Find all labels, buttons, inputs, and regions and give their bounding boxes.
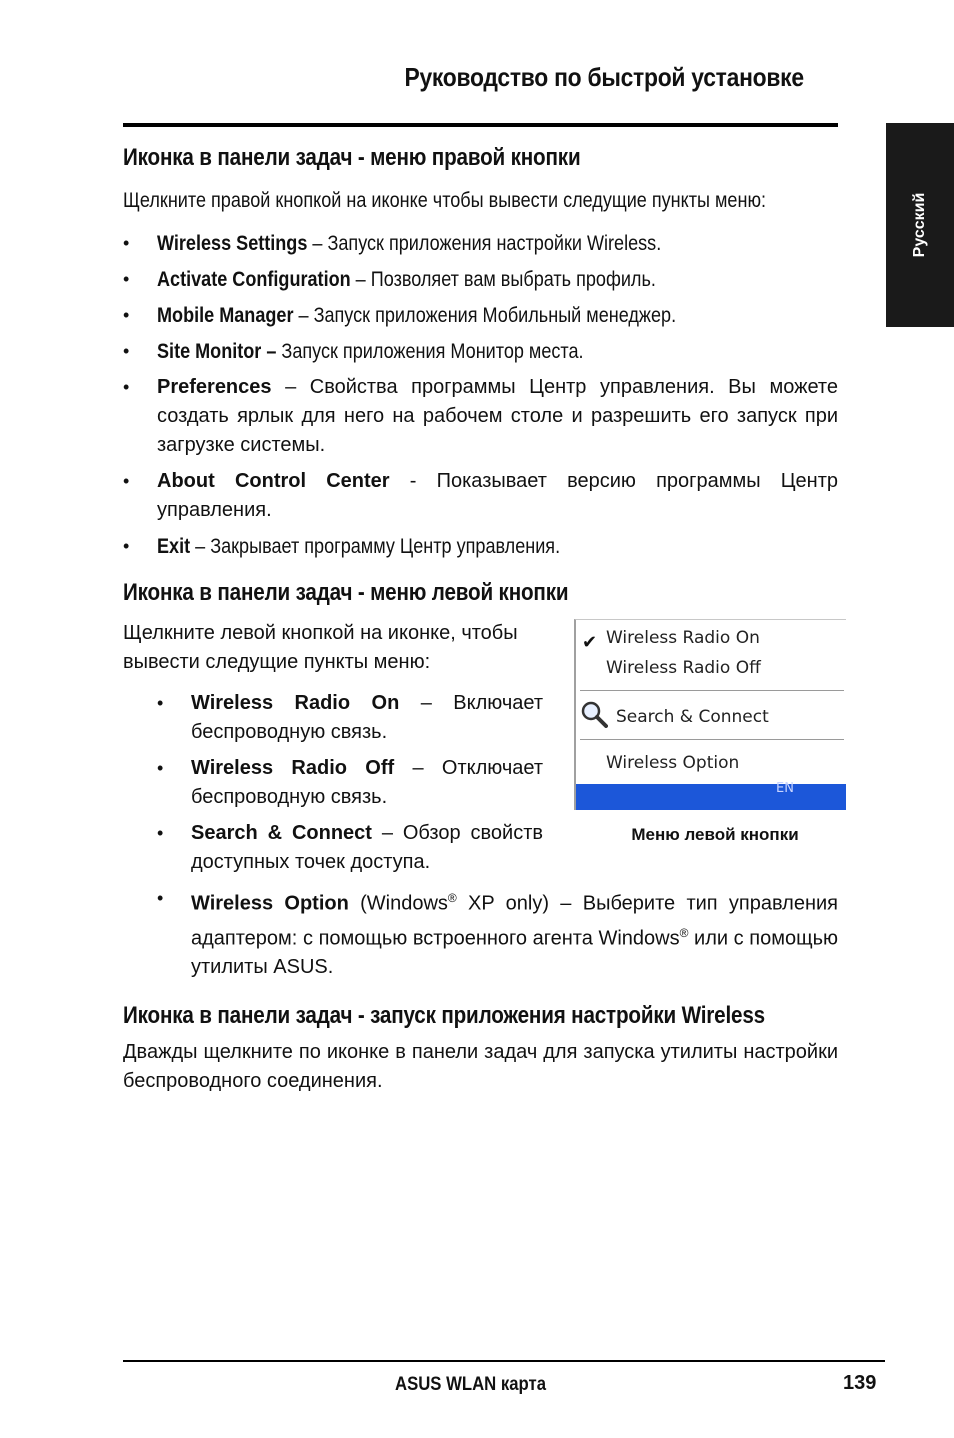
item-term: Wireless Radio Off [191,757,395,779]
item-desc: – Включает беспроводную связь. [191,692,543,743]
item-term: Preferences [157,376,272,398]
item-desc: - Показывает версию программы Центр управления. [157,470,838,521]
section3-text: Дважды щелкните по иконке в панели задач для запуска утилиты настройки беспроводного соединения. [123,1041,838,1093]
item-desc-part3: или с помощью утилиты ASUS. [191,927,838,979]
item-term: Wireless Settings [157,232,308,255]
menu-item-radio-off[interactable]: Wireless Radio Off [606,658,761,678]
item-desc-part1: (Windows [348,892,448,915]
section2-block [123,619,838,877]
item-desc: – Закрывает программу Центр управления. [190,535,561,558]
list-item: • Wireless Option (Windows® XP only) – Выберите тип управления адаптером: с помощью встроенного агента Windows® или с помощью утилиты ASUS. [157,888,838,979]
section2-intro: Щелкните левой кнопкой на иконке, чтобы вывести следущие пункты меню: [123,622,518,673]
language-label: Русский [911,192,928,258]
item-term: Site Monitor – [157,340,277,363]
item-desc: – Запуск приложения Мобильный менеджер. [293,304,677,327]
language-side-tab [886,123,954,327]
menu-item-search-connect[interactable]: Search & Connect [616,707,769,727]
checkmark-icon: ✔ [582,632,598,653]
header-rule [123,123,838,127]
list-item: • Wireless Radio Off – Отключает беспроводную связь. [157,757,543,808]
item-desc: – Запуск приложения настройки Wireless. [307,232,662,255]
left-click-menu-list [123,689,543,877]
item-desc: – Свойства программы Центр управления. Вы можете создать ярлык для него на рабочем столе и разрешить его запуск при загрузке системы. [157,376,838,456]
list-item: • Preferences – Свойства программы Центр управления. Вы можете создать ярлык для него на рабочем столе и разрешить его запуск при загрузке системы. [123,376,838,456]
taskbar-strip [576,781,846,810]
item-desc: – Обзор свойств доступных точек доступа. [191,822,544,873]
item-desc: Запуск приложения Монитор места. [276,340,584,363]
item-desc: – Позволяет вам выбрать профиль. [350,268,656,291]
item-desc-part2: XP only) – Выберите тип управления адаптером: с помощью встроенного агента Windows [191,892,838,950]
registered-mark: ® [679,925,689,940]
list-item: • Search & Connect – Обзор свойств доступных точек доступа. [157,822,544,873]
menu-separator [580,739,844,740]
registered-mark: ® [447,891,457,905]
right-click-menu-list [123,229,838,561]
item-term: Wireless Radio On [191,692,400,714]
language-indicator: EN [776,781,794,796]
list-item: • Wireless Settings – Запуск приложения настройки Wireless. [123,232,662,255]
menu-item-radio-on[interactable]: Wireless Radio On [606,628,760,648]
list-item: • Wireless Radio On – Включает беспроводную связь. [157,692,543,743]
list-item: • Mobile Manager – Запуск приложения Мобильный менеджер. [123,304,677,327]
menu-item-wireless-option[interactable]: Wireless Option [606,753,740,773]
figure-caption: Меню левой кнопки [631,825,799,844]
list-item: • Site Monitor – Запуск приложения Монитор места. [123,340,584,363]
item-desc: – Отключает беспроводную связь. [191,757,543,808]
footer-product: ASUS WLAN карта [395,1374,547,1395]
item-term: Activate Configuration [157,268,351,291]
list-item: • Activate Configuration – Позволяет вам выбрать профиль. [123,268,656,291]
item-term: Exit [157,535,191,558]
search-icon [580,700,608,728]
page-number: 139 [843,1372,877,1394]
section2-title: Иконка в панели задач - меню левой кнопки [123,579,569,606]
section1-title: Иконка в панели задач - меню правой кнопки [123,144,581,171]
left-click-menu-list-continued [123,884,838,982]
list-item: • Exit – Закрывает программу Центр управления. [123,535,561,558]
footer-rule [123,1360,885,1362]
item-term: Mobile Manager [157,304,294,327]
list-item: • About Control Center - Показывает версию программы Центр управления. [123,470,838,521]
page-header-title: Руководство по быстрой установке [404,62,804,92]
item-term: Wireless Option [191,892,349,915]
tray-context-menu [574,619,846,810]
menu-separator [580,690,844,691]
section1-intro: Щелкните правой кнопкой на иконке чтобы вывести следущие пункты меню: [123,189,767,212]
item-term: Search & Connect [191,822,372,844]
section3-title: Иконка в панели задач - запуск приложения настройки Wireless [123,1002,765,1030]
page-content [123,140,838,1096]
item-term: About Control Center [157,470,390,492]
